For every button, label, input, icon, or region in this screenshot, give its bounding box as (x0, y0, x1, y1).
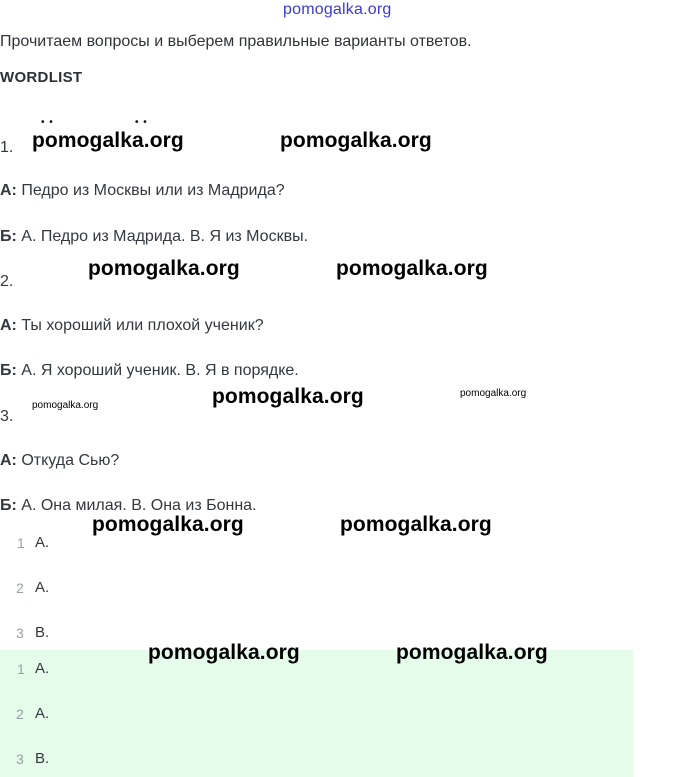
question-line-a (0, 182, 285, 200)
answer-letter: A. (35, 579, 50, 596)
correct-answers-block (0, 650, 633, 777)
line-text: А. Я хороший ученик. В. Я в порядке. (16, 362, 299, 379)
site-link[interactable]: pomogalka.org (283, 1, 392, 18)
watermark: pomogalka.org (396, 641, 548, 664)
correct-answer-number: 3 (16, 751, 24, 767)
line-text: Ты хороший или плохой ученик? (16, 317, 264, 334)
watermark: pomogalka.org (148, 641, 300, 664)
correct-answer-letter: A. (35, 705, 50, 722)
speaker-b-label: Б: (0, 362, 17, 379)
question-number: 2. (0, 273, 14, 290)
watermark: pomogalka.org (88, 257, 240, 280)
watermark: pomogalka.org (32, 129, 184, 152)
question-number: 3. (0, 408, 14, 425)
line-text: А. Она милая. В. Она из Бонна. (16, 497, 257, 514)
watermark: pomogalka.org (92, 513, 244, 536)
decorative-dots: • • (135, 117, 148, 128)
answer-number: 1 (17, 535, 25, 551)
correct-answer-letter: A. (35, 660, 50, 677)
answer-number: 3 (16, 625, 24, 641)
watermark: pomogalka.org (280, 129, 432, 152)
answer-letter: B. (35, 624, 50, 641)
question-line-b (0, 228, 308, 246)
correct-answer-number: 1 (17, 661, 25, 677)
watermark: pomogalka.org (212, 385, 364, 408)
watermark: pomogalka.org (336, 257, 488, 280)
question-line-a (0, 317, 264, 335)
correct-answer-letter: B. (35, 750, 50, 767)
speaker-a-label: А: (0, 182, 17, 199)
answer-letter: A. (35, 534, 50, 551)
correct-answer-number: 2 (16, 706, 24, 722)
question-line-a (0, 452, 119, 470)
section-title: WORDLIST (0, 69, 83, 86)
line-text: Педро из Москвы или из Мадрида? (16, 182, 285, 199)
intro-text: Прочитаем вопросы и выберем правильные варианты ответов. (0, 33, 472, 50)
answer-number: 2 (16, 580, 24, 596)
question-number: 1. (0, 139, 14, 156)
line-text: А. Педро из Мадрида. В. Я из Москвы. (16, 228, 309, 245)
watermark: pomogalka.org (340, 513, 492, 536)
line-text: Откуда Сью? (16, 452, 120, 469)
decorative-dots: • • (41, 117, 54, 128)
watermark: pomogalka.org (32, 400, 99, 411)
speaker-b-label: Б: (0, 228, 17, 245)
speaker-b-label: Б: (0, 497, 17, 514)
speaker-a-label: А: (0, 317, 17, 334)
watermark: pomogalka.org (460, 388, 527, 399)
question-line-b (0, 362, 299, 380)
speaker-a-label: А: (0, 452, 17, 469)
